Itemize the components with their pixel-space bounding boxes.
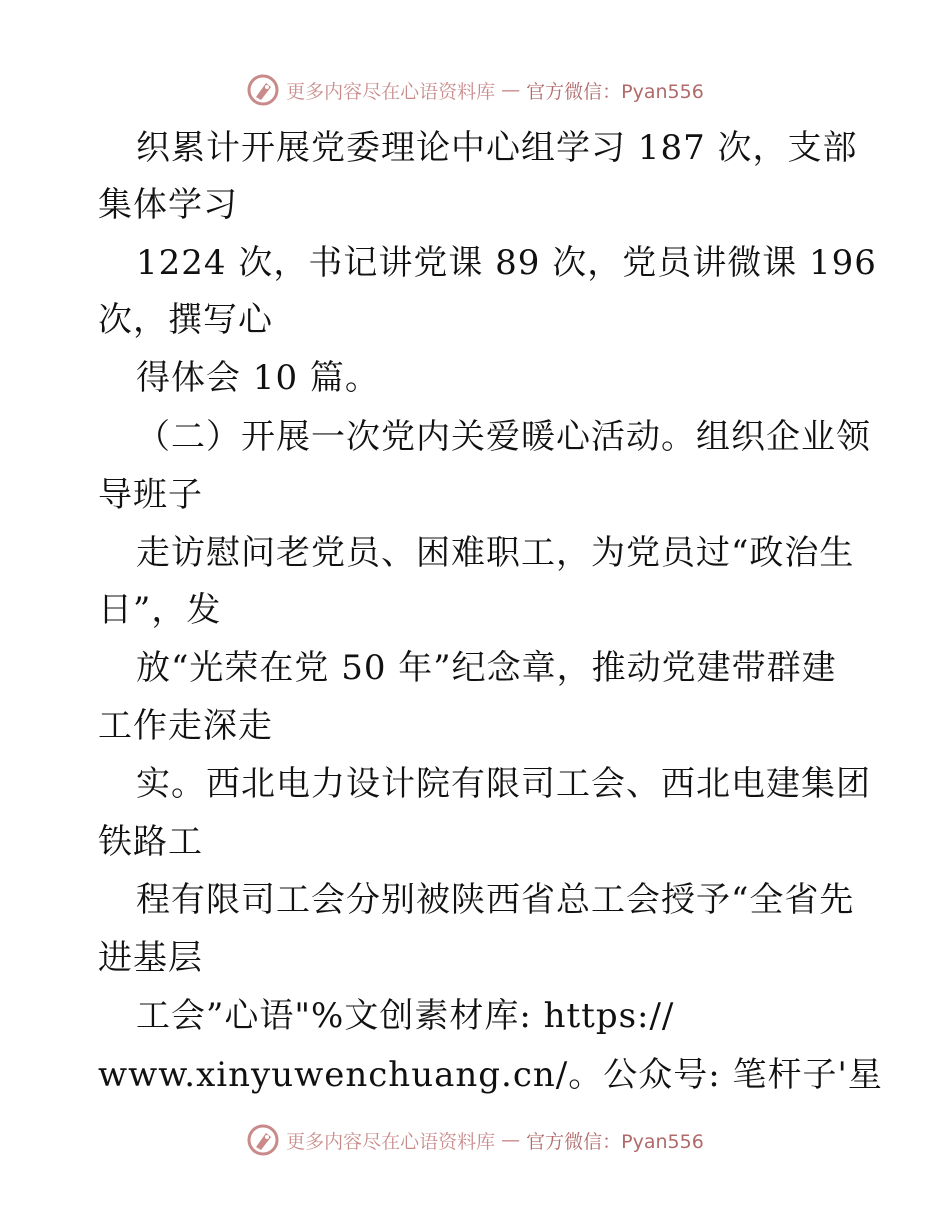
watermark-wechat: 官方微信：Pyan556 <box>526 1130 704 1153</box>
watermark-text: 更多内容尽在心语资料库 <box>286 80 496 103</box>
body-line-1: 织累计开展党委理论中心组学习 187 次，支部 <box>136 128 858 168</box>
watermark-text: 更多内容尽在心语资料库 <box>286 1130 496 1153</box>
body-line-9: 日”，发 <box>98 590 222 630</box>
body-line-5: 得体会 10 篇。 <box>136 358 380 398</box>
watermark-separator: — <box>501 79 521 101</box>
pen-nib-icon <box>246 1123 280 1157</box>
watermark-wechat: 官方微信：Pyan556 <box>526 80 704 103</box>
body-line-16: 工会”心语"%文创素材库: https:// <box>136 996 675 1036</box>
header-watermark <box>0 70 950 110</box>
body-line-10: 放“光荣在党 50 年”纪念章，推动党建带群建 <box>136 648 837 688</box>
footer-watermark <box>0 1120 950 1160</box>
body-line-6: （二）开展一次党内关爱暖心活动。组织企业领 <box>136 417 871 457</box>
watermark-separator: — <box>501 1129 521 1151</box>
body-line-8: 走访慰问老党员、困难职工，为党员过“政治生 <box>136 533 855 573</box>
pen-nib-icon <box>246 73 280 107</box>
body-line-14: 程有限司工会分别被陕西省总工会授予“全省先 <box>136 880 855 920</box>
body-line-3: 1224 次，书记讲党课 89 次，党员讲微课 196 <box>136 243 877 283</box>
body-line-13: 铁路工 <box>98 822 203 862</box>
body-line-11: 工作走深走 <box>98 706 273 746</box>
body-line-2: 集体学习 <box>98 185 238 225</box>
body-line-17: www.xinyuwenchuang.cn/。公众号: 笔杆子'星 <box>98 1055 883 1095</box>
body-line-15: 进基层 <box>98 938 203 978</box>
body-line-12: 实。西北电力设计院有限司工会、西北电建集团 <box>136 764 871 804</box>
body-line-7: 导班子 <box>98 475 203 515</box>
body-line-4: 次，撰写心 <box>98 300 273 340</box>
